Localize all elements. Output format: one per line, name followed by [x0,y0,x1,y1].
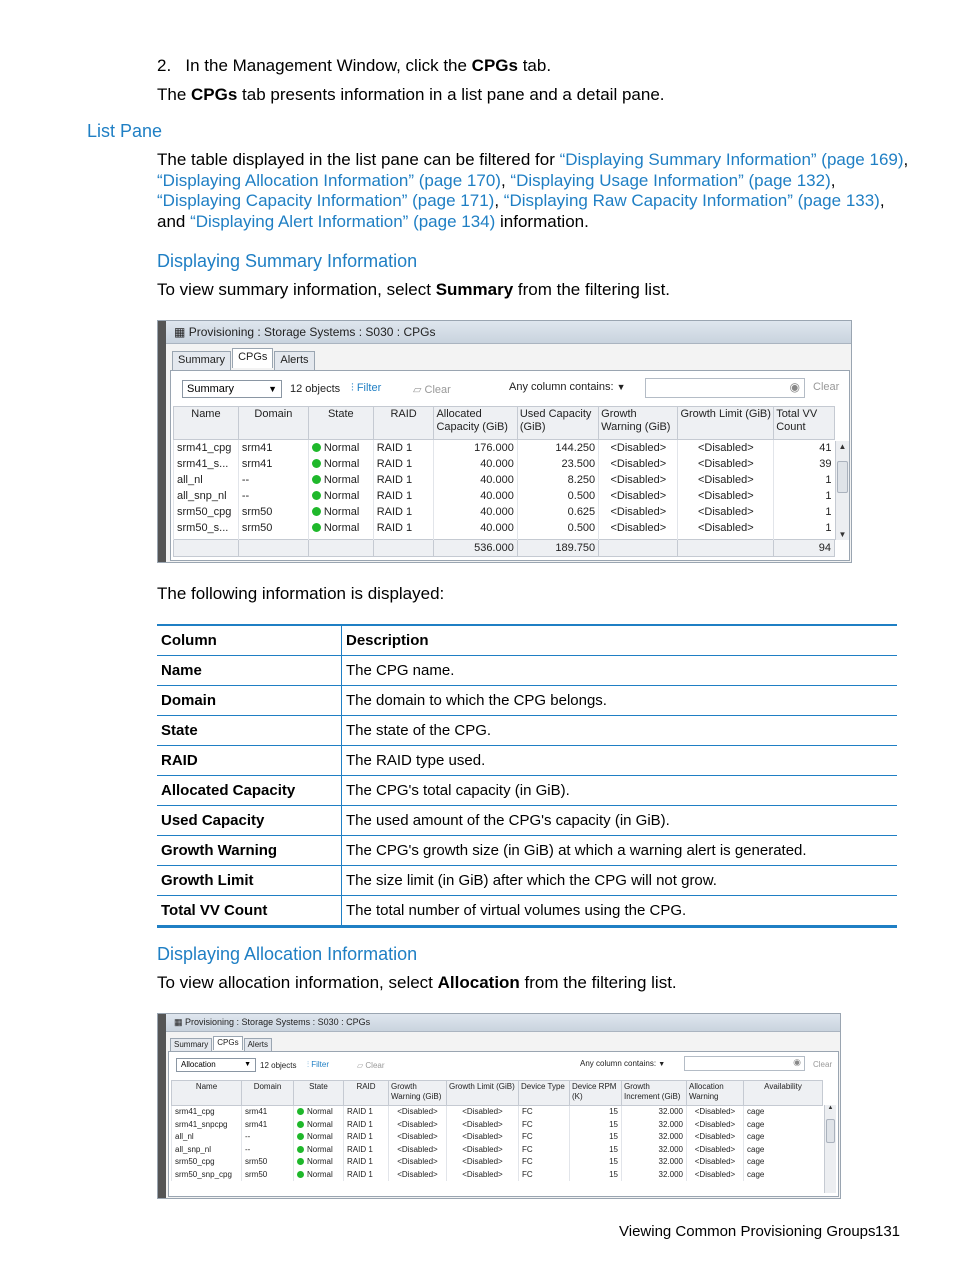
table-cell: cage [744,1106,823,1119]
table-cell: 15 [570,1119,622,1132]
table-cell: Normal [294,1144,344,1157]
info-column-name: Allocated Capacity [157,776,342,806]
page-number: 131 [875,1223,901,1240]
info-column-name: Growth Limit [157,866,342,896]
clear-button[interactable]: ▱ Clear [357,1061,385,1070]
scroll-up-icon[interactable]: ▲ [838,442,847,451]
table-cell: <Disabled> [447,1106,519,1119]
total-cell: 536.000 [434,540,517,557]
table-cell: <Disabled> [447,1119,519,1132]
tab-alerts[interactable]: Alerts [274,351,314,371]
table-row[interactable] [172,1144,823,1157]
info-description: The size limit (in GiB) after which the CPG will not grow. [342,866,898,896]
table-cell: <Disabled> [678,472,774,488]
status-normal-icon [297,1171,304,1178]
col-state[interactable]: State [308,407,373,440]
table-cell: <Disabled> [447,1169,519,1182]
col-growth-warning[interactable]: Growth Warning (GiB) [599,407,678,440]
filter-button[interactable]: ⫶ Filter [351,382,382,394]
table-cell: Normal [294,1156,344,1169]
summary-heading: Displaying Summary Information [157,251,418,271]
storage-icon: ▦ [174,325,186,339]
table-cell: Normal [308,504,373,520]
table-cell: srm50 [238,520,308,536]
table-cell: -- [242,1144,294,1157]
table-cell: <Disabled> [447,1131,519,1144]
info-table [157,624,897,928]
table-cell: 41 [774,440,835,457]
col-header[interactable]: Domain [242,1081,294,1106]
table-cell: Normal [294,1119,344,1132]
table-cell: <Disabled> [687,1144,744,1157]
cpg-allocation-grid [171,1080,823,1181]
clear-search-button[interactable]: Clear [813,1060,833,1069]
table-cell: <Disabled> [389,1156,447,1169]
table-cell: 15 [570,1156,622,1169]
link-alert-info[interactable]: “Displaying Alert Information” (page 134) [190,211,496,231]
table-cell: 15 [570,1131,622,1144]
table-cell: srm41 [242,1119,294,1132]
tab-summary[interactable]: Summary [172,351,231,371]
table-cell: <Disabled> [599,456,678,472]
chevron-down-icon: ▼ [244,1061,251,1068]
total-cell [599,540,678,557]
info-column-name: Name [157,656,342,686]
chevron-down-icon: ▼ [268,384,277,394]
total-cell [238,540,308,557]
table-cell: <Disabled> [599,488,678,504]
col-total-vv[interactable]: Total VV Count [774,407,835,440]
tab-cpgs[interactable]: CPGs [213,1036,242,1050]
chevron-down-icon: ▼ [616,382,626,392]
table-cell: 40.000 [434,456,517,472]
table-cell: Normal [308,488,373,504]
table-cell: srm41 [238,440,308,457]
view-tabs [170,1038,273,1052]
table-cell: FC [519,1156,570,1169]
screenshot-allocation [157,1013,841,1199]
total-cell [308,540,373,557]
filter-button[interactable]: ⫶ Filter [307,1060,330,1069]
table-cell: 40.000 [434,472,517,488]
table-cell: <Disabled> [599,440,678,457]
filter-select[interactable]: Allocation ▼ [176,1058,256,1072]
table-cell: srm41_cpg [174,440,239,457]
filter-select[interactable]: Summary ▼ [182,380,282,398]
clear-button[interactable]: ▱ Clear [413,384,451,396]
table-cell: RAID 1 [373,520,434,536]
table-cell: RAID 1 [373,440,434,457]
link-raw-capacity-info[interactable]: “Displaying Raw Capacity Information” (page 133) [503,191,880,211]
table-cell: 1 [774,472,835,488]
table-cell: FC [519,1106,570,1119]
info-header-row [157,625,897,656]
table-cell: <Disabled> [389,1106,447,1119]
object-count: 12 objects [260,1061,297,1070]
table-cell: RAID 1 [373,488,434,504]
status-normal-icon [297,1158,304,1165]
table-cell: FC [519,1119,570,1132]
info-description: The CPG's growth size (in GiB) at which a warning alert is generated. [342,836,898,866]
table-cell: FC [519,1169,570,1182]
info-column-name: Growth Warning [157,836,342,866]
list-pane [168,1051,839,1197]
table-cell: RAID 1 [344,1156,389,1169]
table-cell: Normal [308,520,373,536]
table-cell: 23.500 [517,456,598,472]
table-row[interactable] [174,456,835,472]
table-cell: 8.250 [517,472,598,488]
table-row[interactable] [174,472,835,488]
filter-icon: ⫶ [307,1060,309,1069]
col-header[interactable]: Growth Limit (GiB) [447,1081,519,1106]
screenshot-summary [157,320,852,563]
scroll-up-icon[interactable]: ▲ [827,1105,834,1111]
totals-row [174,540,835,557]
table-cell: <Disabled> [678,520,774,536]
info-description: The CPG name. [342,656,898,686]
table-cell: 1 [774,488,835,504]
table-cell: srm50 [242,1156,294,1169]
table-cell: srm41 [238,456,308,472]
table-cell: srm50_s... [174,520,239,536]
table-row[interactable] [172,1169,823,1182]
filter-paragraph: The table displayed in the list pane can be filtered for “Displaying Summary Information” (page 169), “Displaying Allocation Information” (page 170), “Displaying Usage Information” (page 132), “Displaying Capacity Information” (page 171), “Displaying Raw Capacity Information” (page 133), and “Displaying Alert Information” (page 134) information. [157,150,909,231]
table-cell: <Disabled> [678,488,774,504]
table-cell: RAID 1 [344,1119,389,1132]
table-cell: 40.000 [434,488,517,504]
link-usage-info[interactable]: “Displaying Usage Information” (page 132) [510,170,831,190]
summary-paragraph: To view summary information, select Summary from the filtering list. [157,280,671,299]
total-cell: 94 [774,540,835,557]
info-description: The domain to which the CPG belongs. [342,686,898,716]
table-cell: 32.000 [622,1156,687,1169]
table-cell: <Disabled> [678,456,774,472]
table-cell: RAID 1 [344,1131,389,1144]
object-count: 12 objects [290,383,341,395]
table-cell: Normal [294,1131,344,1144]
table-cell: 15 [570,1169,622,1182]
table-cell: <Disabled> [678,504,774,520]
table-cell: srm50_snp_cpg [172,1169,242,1182]
table-cell: <Disabled> [687,1119,744,1132]
table-cell: <Disabled> [687,1169,744,1182]
list-pane [170,370,850,561]
allocation-paragraph: To view allocation information, select Allocation from the filtering list. [157,973,677,992]
tab-cpgs[interactable]: CPGs [232,348,273,368]
table-cell: Normal [308,440,373,457]
table-cell: cage [744,1119,823,1132]
table-row[interactable] [174,520,835,536]
info-row [157,746,897,776]
info-row [157,866,897,896]
total-cell [373,540,434,557]
footer-title: Viewing Common Provisioning Groups [619,1223,876,1240]
col-growth-limit[interactable]: Growth Limit (GiB) [678,407,774,440]
status-normal-icon [312,459,321,468]
col-header[interactable]: Growth Warning (GiB) [389,1081,447,1106]
info-row [157,836,897,866]
table-cell: <Disabled> [389,1144,447,1157]
table-cell: 40.000 [434,504,517,520]
window-left-edge [158,1014,166,1198]
info-description: The state of the CPG. [342,716,898,746]
table-cell: 15 [570,1144,622,1157]
table-cell: srm41_cpg [172,1106,242,1119]
table-cell: srm50 [242,1169,294,1182]
table-cell: 144.250 [517,440,598,457]
table-row[interactable] [172,1106,823,1119]
table-cell: Normal [294,1169,344,1182]
table-cell: RAID 1 [344,1106,389,1119]
info-row [157,806,897,836]
binoculars-icon: ◉ [789,380,800,394]
table-cell: 32.000 [622,1119,687,1132]
table-cell: <Disabled> [599,504,678,520]
table-cell: RAID 1 [373,456,434,472]
table-cell: 0.500 [517,488,598,504]
link-allocation-info[interactable]: “Displaying Allocation Information” (page 170) [157,170,501,190]
table-cell: srm41 [242,1106,294,1119]
info-column-name: RAID [157,746,342,776]
search-input[interactable] [645,378,805,398]
table-cell: <Disabled> [599,520,678,536]
col-used[interactable]: Used Capacity (GiB) [517,407,598,440]
allocation-heading: Displaying Allocation Information [157,944,418,964]
step-2: 2. In the Management Window, click the CPGs tab. [157,56,552,75]
info-description: The used amount of the CPG's capacity (in GiB). [342,806,898,836]
scroll-thumb[interactable] [837,461,848,493]
table-cell: cage [744,1131,823,1144]
table-cell: <Disabled> [599,472,678,488]
table-cell: srm41_s... [174,456,239,472]
table-cell: <Disabled> [687,1106,744,1119]
table-cell: all_snp_nl [172,1144,242,1157]
info-description: The CPG's total capacity (in GiB). [342,776,898,806]
table-cell: RAID 1 [373,504,434,520]
info-row [157,686,897,716]
eraser-icon: ▱ [413,384,422,396]
any-column-label: Any column contains: ▼ [580,1059,666,1068]
col-name[interactable]: Name [174,407,239,440]
table-cell: -- [238,472,308,488]
table-cell: cage [744,1156,823,1169]
col-domain[interactable]: Domain [238,407,308,440]
info-column-name: Domain [157,686,342,716]
info-column-name: State [157,716,342,746]
table-row[interactable] [174,440,835,457]
table-cell: srm50 [238,504,308,520]
table-cell: RAID 1 [344,1169,389,1182]
status-normal-icon [297,1108,304,1115]
eraser-icon: ▱ [357,1061,364,1070]
table-cell: 0.500 [517,520,598,536]
col-header[interactable]: Availability [744,1081,823,1106]
scrollbar[interactable] [824,1105,836,1193]
status-normal-icon [297,1121,304,1128]
table-row[interactable] [172,1131,823,1144]
storage-icon: ▦ [174,1017,183,1027]
status-normal-icon [312,475,321,484]
tab-alerts[interactable]: Alerts [244,1038,272,1052]
table-cell: <Disabled> [389,1131,447,1144]
search-input[interactable] [684,1056,805,1071]
table-cell: <Disabled> [687,1131,744,1144]
table-row[interactable] [172,1119,823,1132]
table-cell: <Disabled> [389,1119,447,1132]
window-left-edge [158,321,166,562]
grid-body [174,440,835,557]
scroll-down-icon[interactable]: ▼ [838,530,847,539]
table-cell: srm50_cpg [174,504,239,520]
col-header[interactable]: State [294,1081,344,1106]
table-cell: cage [744,1144,823,1157]
col-allocated[interactable]: Allocated Capacity (GiB) [434,407,517,440]
status-normal-icon [312,491,321,500]
table-cell: -- [242,1131,294,1144]
filter-icon: ⫶ [351,382,354,394]
table-cell: <Disabled> [447,1144,519,1157]
table-row[interactable] [172,1156,823,1169]
table-cell: 1 [774,520,835,536]
table-cell: FC [519,1131,570,1144]
col-raid[interactable]: RAID [373,407,434,440]
status-normal-icon [312,523,321,532]
table-cell: 39 [774,456,835,472]
scrollbar[interactable] [835,441,849,540]
total-cell [174,540,239,557]
status-normal-icon [312,443,321,452]
window-title: ▦ Provisioning : Storage Systems : S030 : CPGs [166,321,851,344]
table-cell: all_snp_nl [174,488,239,504]
status-normal-icon [297,1146,304,1153]
table-cell: FC [519,1144,570,1157]
chevron-down-icon: ▼ [658,1061,666,1068]
table-cell: <Disabled> [389,1169,447,1182]
col-header[interactable]: Device RPM (K) [570,1081,622,1106]
window-title: ▦ Provisioning : Storage Systems : S030 : CPGs [166,1014,840,1032]
table-cell: Normal [294,1106,344,1119]
info-row [157,656,897,686]
table-cell: <Disabled> [447,1156,519,1169]
table-cell: srm41_snpcpg [172,1119,242,1132]
table-row[interactable] [174,488,835,504]
table-cell: all_nl [172,1131,242,1144]
cpg-summary-grid [173,406,835,557]
following-text: The following information is displayed: [157,584,445,603]
info-description: The total number of virtual volumes using the CPG. [342,896,898,927]
table-cell: RAID 1 [373,472,434,488]
binoculars-icon: ◉ [793,1057,801,1067]
view-tabs [172,351,316,371]
info-description: Description [342,625,898,656]
table-cell: cage [744,1169,823,1182]
total-cell: 189.750 [517,540,598,557]
table-cell: <Disabled> [678,440,774,457]
table-cell: 32.000 [622,1106,687,1119]
link-capacity-info[interactable]: “Displaying Capacity Information” (page 171) [157,191,495,211]
scroll-thumb[interactable] [826,1119,835,1143]
table-row[interactable] [174,504,835,520]
col-header[interactable]: Device Type [519,1081,570,1106]
table-cell: <Disabled> [687,1156,744,1169]
table-cell: 32.000 [622,1169,687,1182]
list-pane-heading: List Pane [87,121,163,141]
status-normal-icon [312,507,321,516]
table-cell: 176.000 [434,440,517,457]
info-column-name: Used Capacity [157,806,342,836]
table-cell: Normal [308,456,373,472]
table-cell: all_nl [174,472,239,488]
info-row [157,776,897,806]
clear-search-button[interactable]: Clear [813,381,840,393]
info-row [157,716,897,746]
info-description: The RAID type used. [342,746,898,776]
table-cell: 40.000 [434,520,517,536]
col-header[interactable]: Growth Increment (GiB) [622,1081,687,1106]
col-header[interactable]: RAID [344,1081,389,1106]
grid-body [172,1106,823,1182]
total-cell [678,540,774,557]
intro-paragraph: The CPGs tab presents information in a list pane and a detail pane. [157,85,665,104]
info-row [157,896,897,927]
link-summary-info[interactable]: “Displaying Summary Information” (page 169) [559,150,904,169]
col-header[interactable]: Name [172,1081,242,1106]
info-column-name: Column [157,625,342,656]
table-cell: RAID 1 [344,1144,389,1157]
table-cell: 15 [570,1106,622,1119]
table-cell: 0.625 [517,504,598,520]
table-cell: 32.000 [622,1131,687,1144]
table-cell: -- [238,488,308,504]
table-cell: 32.000 [622,1144,687,1157]
status-normal-icon [297,1133,304,1140]
info-column-name: Total VV Count [157,896,342,927]
table-cell: 1 [774,504,835,520]
any-column-label: Any column contains: ▼ [509,381,626,393]
tab-summary[interactable]: Summary [170,1038,212,1052]
col-header[interactable]: Allocation Warning [687,1081,744,1106]
table-cell: srm50_cpg [172,1156,242,1169]
table-cell: Normal [308,472,373,488]
